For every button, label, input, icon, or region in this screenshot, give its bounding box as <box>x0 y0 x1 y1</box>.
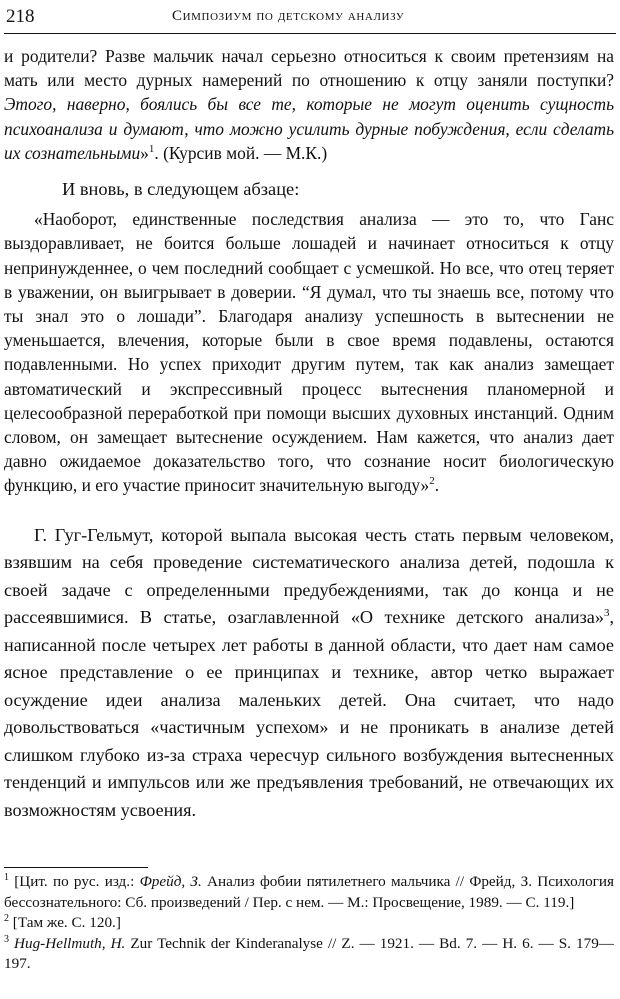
footnotes <box>4 872 614 975</box>
page-number: 218 <box>6 6 35 27</box>
paragraph-4 <box>4 522 614 825</box>
paragraph-1-italic: Этого, наверно, боялись бы все те, которые не могут оценить сущность психоанализа и думают, что можно усилить дурные побуждения, если сделать их сознательными <box>4 94 614 163</box>
paragraph-1-text: и родители? Разве мальчик начал серьезно относиться к своим претензиям на мать или место дурных намерений по отношению к отцу заняли поступки? <box>4 46 614 91</box>
paragraph-3 <box>4 207 614 497</box>
paragraph-1-quote-close: » <box>140 142 149 163</box>
footnote-ref-3: 3 <box>603 607 610 620</box>
paragraph-1-tail: . (Курсив мой. — М.К.) <box>154 142 328 163</box>
footnote-3-author: Hug-Hellmuth, H. <box>14 934 126 952</box>
footnote-3-number: 3 <box>4 933 9 945</box>
running-title: Симпозиум по детскому анализу <box>172 8 405 24</box>
footnote-1 <box>4 872 614 913</box>
footnote-ref-2: 2 <box>429 475 435 488</box>
footnote-2 <box>4 913 614 934</box>
footnote-1-author: Фрейд, З. <box>139 873 202 890</box>
footnote-1-text-b: Анализ фобии пятилетнего мальчика // Фрейд, З. Психология бессознательного: Сб. произведений / Пер. с нем. — М.: Просвещение, 1989. — С. 119.] <box>4 873 614 911</box>
paragraph-4-text-a: Г. Гуг-Гельмут, которой выпала высокая честь стать первым человеком, взявшим на себя проведение систематического анализа детей, подошла к своей задаче с определенными предубеждениями, так до конца и не рассеявшимися. В статье, озаглавленной «О технике детского анализа» <box>4 524 614 628</box>
paragraph-4-text-b: , написанной после четырех лет работы в данной области, что дает нам самое ясное представление о ее принципах и технике, автор четко выражает осуждение идеи анализа маленьких детей. Она считает, что надо довольствоваться «частичным успехом» и не проникать в анализе детей слишком глубоко из-за страха чересчур сильного возбуждения вытесненных тенденций и импульсов или же предъявления требований, не отвечающих их возможностям усвоения. <box>4 607 614 820</box>
footnote-rule <box>4 867 148 868</box>
page-header <box>4 4 612 32</box>
paragraph-3-text: «Наоборот, единственные последствия анализа — это то, что Ганс выздоравливает, не боится больше лошадей и начинает относиться к отцу непринужденнее, о чем последний сообщает с усмешкой. Но все, что отец теряет в уважении, он выигрывает в доверии. “Я думал, что ты знаешь все, потому что ты знал это о лошади”. Благодаря анализу успешность в вытеснении не уменьшается, влечения, которые были в свое время подавлены, остаются подавленными. Но успех приходит другим путем, так как анализ замещает автоматический и экспрессивный процесс вытеснения планомерной и целесообразной переработкой при помощи высших духовных инстанций. Одним словом, он замещает вытеснение осуждением. Нам кажется, что анализ дает давно ожидаемое доказательство того, что сознание носит биологическую функцию, и его участие приносит значительную выгоду» <box>4 209 614 496</box>
footnote-ref-1: 1 <box>148 143 155 156</box>
footnote-2-number: 2 <box>4 912 9 924</box>
paragraph-1 <box>4 44 614 165</box>
footnote-2-text: [Там же. С. 120.] <box>9 914 121 931</box>
footnote-1-number: 1 <box>4 871 9 883</box>
paragraph-3-tail: . <box>434 475 440 496</box>
footnote-3 <box>4 934 614 975</box>
paragraph-2: И вновь, в следующем абзаце: <box>62 179 300 200</box>
header-rule <box>4 33 616 34</box>
footnote-1-text-a: [Цит. по рус. изд.: <box>9 873 140 890</box>
main-text <box>4 44 614 824</box>
footnote-3-text-b: Zur Technik der Kinderanalyse // Z. — 1921. — Bd. 7. — H. 6. — S. 179—197. <box>4 934 614 972</box>
